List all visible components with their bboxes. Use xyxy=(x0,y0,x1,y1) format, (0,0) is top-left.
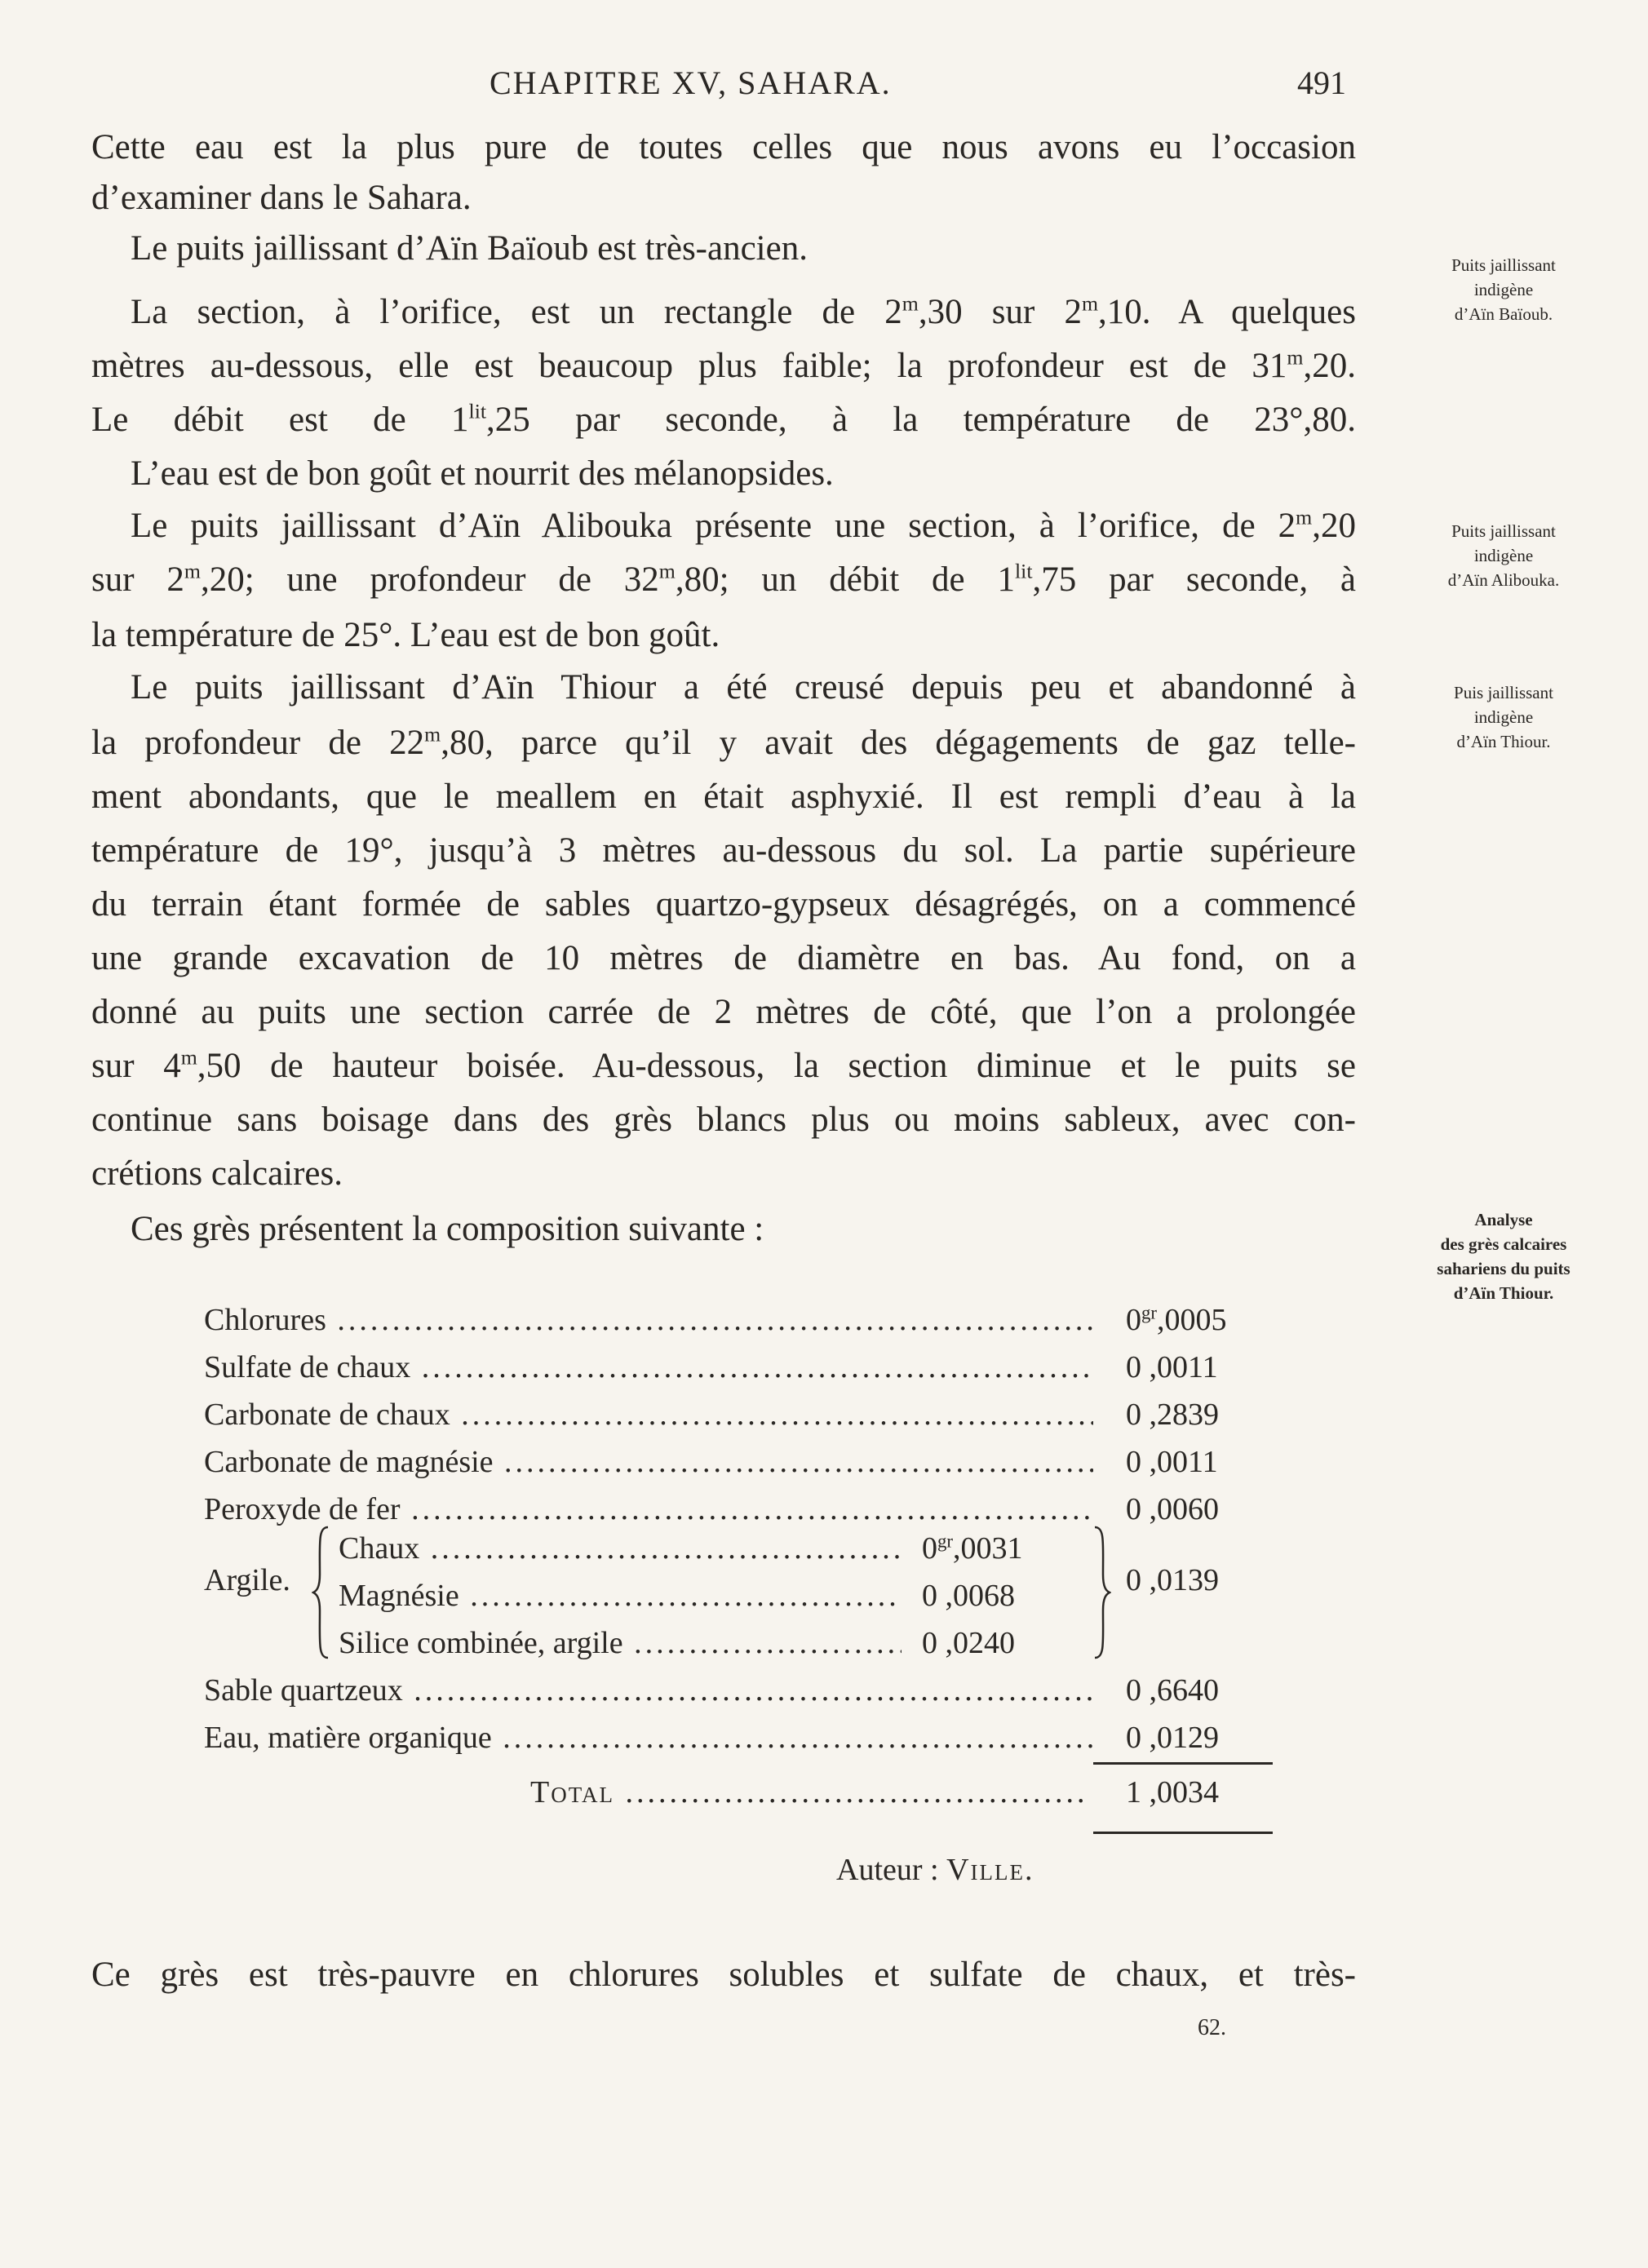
row-value xyxy=(922,1571,1085,1620)
margin-note-line: d’Aïn Thiour. xyxy=(1456,732,1551,751)
unit-superscript: m xyxy=(902,291,919,316)
total-value: 1 ,0034 xyxy=(1126,1775,1219,1810)
unit-superscript: lit xyxy=(468,399,487,423)
value-text: 0 xyxy=(922,1531,937,1566)
value-text: ,0031 xyxy=(953,1531,1023,1566)
body-line xyxy=(91,555,1356,605)
running-header: CHAPITRE XV, SAHARA. xyxy=(490,64,892,101)
sum-rule xyxy=(1093,1762,1273,1765)
text-run: la température de 25°. L’eau est de bon goût. xyxy=(91,616,720,654)
row-label: Carbonate de magnésie ..... xyxy=(204,1437,1093,1486)
body-line xyxy=(131,662,1356,713)
value-text: 0 ,2839 xyxy=(1126,1398,1219,1432)
text-run: du terrain étant formée de sables quartzo-gypseux désagrégés, on a commencé xyxy=(91,885,1356,924)
value-text: ,0005 xyxy=(1157,1303,1227,1337)
text-run: une grande excavation de 10 mètres de diamètre en bas. Au fond, on a xyxy=(91,939,1356,977)
margin-note-line: indigène xyxy=(1473,280,1534,299)
text-run: continue sans boisage dans des grès blancs plus ou moins sableux, avec con- xyxy=(91,1101,1356,1139)
row-label: Eau, matière organique ..... xyxy=(204,1713,1093,1762)
text-run: ,20 xyxy=(1312,507,1356,545)
text-run: Le puits jaillissant d’Aïn Alibouka présente une section, à l’orifice, de 2 xyxy=(131,507,1296,545)
text-run: ,10. A quelques xyxy=(1098,293,1356,331)
author-line xyxy=(836,1852,1034,1888)
body-line xyxy=(91,395,1356,445)
body-line xyxy=(131,287,1356,338)
total-label: Total ..... xyxy=(530,1774,1085,1810)
text-run: température de 19°, jusqu’à 3 mètres au-dessous du sol. La partie supérieure xyxy=(91,831,1356,870)
left-brace xyxy=(312,1526,330,1660)
body-line xyxy=(131,501,1356,551)
row-value xyxy=(922,1619,1085,1668)
text-run: ,25 par seconde, à la température de 23°,80. xyxy=(486,401,1356,439)
margin-note-line: Analyse xyxy=(1474,1210,1533,1229)
body-line xyxy=(91,772,1356,822)
text-run: donné au puits une section carrée de 2 mètres de côté, que l’on a prolongée xyxy=(91,993,1356,1031)
row-value xyxy=(1126,1437,1289,1486)
row-label: Sulfate de chaux ..... xyxy=(204,1343,1093,1392)
unit-superscript: m xyxy=(184,559,201,583)
text-run: ,75 par seconde, à xyxy=(1032,560,1357,599)
text-run: ,50 de hauteur boisée. Au-dessous, la section diminue et le puits se xyxy=(197,1047,1356,1085)
margin-note-line: d’Aïn Baïoub. xyxy=(1454,304,1553,324)
row-label: Silice combinée, argile ..... xyxy=(339,1619,902,1668)
row-label: Magnésie ..... xyxy=(339,1571,902,1620)
signature-mark: 62. xyxy=(1198,2015,1226,2040)
argile-label: Argile. xyxy=(204,1563,290,1597)
text-run: mètres au-dessous, elle est beaucoup plus faible; la profondeur est de 31 xyxy=(91,347,1287,385)
margin-note xyxy=(1410,1207,1597,1305)
margin-note-line: Puits jaillissant xyxy=(1451,255,1556,275)
body-line xyxy=(91,718,1356,769)
margin-note xyxy=(1410,253,1597,326)
margin-note-line: d’Aïn Thiour. xyxy=(1453,1283,1554,1303)
value-text: 0 ,0068 xyxy=(922,1579,1015,1613)
text-run: Le puits jaillissant d’Aïn Thiour a été creusé depuis peu et abandonné à xyxy=(131,668,1356,707)
text-run: L’eau est de bon goût et nourrit des mélanopsides. xyxy=(131,454,834,493)
value-text: 0 ,0011 xyxy=(1126,1445,1218,1479)
text-run: Le débit est de 1 xyxy=(91,401,469,439)
margin-note-line: Puis jaillissant xyxy=(1454,683,1553,702)
text-run: ,30 sur 2 xyxy=(918,293,1082,331)
text-run: crétions calcaires. xyxy=(91,1154,343,1193)
unit-superscript: m xyxy=(658,559,676,583)
margin-note-line: indigène xyxy=(1473,707,1534,727)
text-run: ,20. xyxy=(1303,347,1356,385)
right-brace xyxy=(1093,1526,1111,1660)
body-line xyxy=(91,341,1356,392)
value-text: 0 xyxy=(1126,1303,1141,1337)
margin-note-line: sahariens du puits xyxy=(1437,1259,1570,1278)
row-value xyxy=(1126,1666,1289,1715)
unit-superscript: m xyxy=(1081,291,1099,316)
value-text: 0 ,6640 xyxy=(1126,1673,1219,1708)
margin-note-line: indigène xyxy=(1473,546,1534,565)
text-run: ,80, parce qu’il y avait des dégagements de gaz telle- xyxy=(441,724,1356,762)
margin-note-line: d’Aïn Alibouka. xyxy=(1447,570,1560,590)
value-text: 0 ,0240 xyxy=(922,1626,1015,1660)
text-run: ,80; un débit de 1 xyxy=(675,560,1015,599)
row-label: Chaux ..... xyxy=(339,1524,902,1573)
body-line xyxy=(91,122,1356,173)
total-rule xyxy=(1093,1832,1273,1834)
text-run: ment abondants, que le meallem en était asphyxié. Il est rempli d’eau à la xyxy=(91,777,1356,816)
text-run: Ces grès présentent la composition suivante : xyxy=(131,1210,764,1248)
row-label: Sable quartzeux ..... xyxy=(204,1666,1093,1715)
margin-note xyxy=(1410,680,1597,754)
text-run: ,20; une profondeur de 32 xyxy=(200,560,659,599)
unit-superscript: lit xyxy=(1014,559,1033,583)
body-line xyxy=(91,610,1356,661)
unit-superscript: gr xyxy=(1141,1302,1157,1323)
row-value xyxy=(1126,1343,1289,1392)
table-row xyxy=(204,1713,1219,1777)
unit-superscript: gr xyxy=(937,1530,953,1552)
body-line xyxy=(91,826,1356,876)
row-value xyxy=(922,1524,1085,1573)
body-line xyxy=(131,1204,1356,1255)
unit-superscript: m xyxy=(1287,345,1304,370)
author-name: Ville. xyxy=(946,1853,1034,1887)
value-text: 0 ,0060 xyxy=(1126,1492,1219,1526)
row-value xyxy=(1126,1296,1289,1344)
unit-superscript: m xyxy=(1296,505,1313,529)
text-run: La section, à l’orifice, est un rectangle de 2 xyxy=(131,293,902,331)
body-line xyxy=(91,1041,1356,1092)
total-row xyxy=(530,1774,1219,1818)
page-number: 491 xyxy=(1297,64,1346,101)
body-line xyxy=(131,449,1356,499)
body-line xyxy=(91,933,1356,984)
unit-superscript: m xyxy=(424,722,441,746)
body-line xyxy=(91,1149,1356,1199)
row-value xyxy=(1126,1485,1289,1534)
row-value xyxy=(1126,1713,1289,1762)
margin-note-line: Puits jaillissant xyxy=(1451,521,1556,541)
unit-superscript: m xyxy=(180,1045,197,1070)
text-run: Le puits jaillissant d’Aïn Baïoub est très-ancien. xyxy=(131,229,808,268)
final-line: Ce grès est très-pauvre en chlorures solubles et sulfate de chaux, et très- xyxy=(91,1956,1356,1994)
row-label: Peroxyde de fer ..... xyxy=(204,1485,1093,1534)
body-line xyxy=(91,987,1356,1038)
text-run: d’examiner dans le Sahara. xyxy=(91,179,472,217)
argile-total: 0 ,0139 xyxy=(1126,1563,1219,1597)
text-run: la profondeur de 22 xyxy=(91,724,425,762)
row-label: Chlorures ..... xyxy=(204,1296,1093,1344)
text-run: Cette eau est la plus pure de toutes celles que nous avons eu l’occasion xyxy=(91,128,1356,166)
value-text: 0 ,0129 xyxy=(1126,1721,1219,1755)
body-line xyxy=(91,879,1356,930)
row-value xyxy=(1126,1390,1289,1439)
margin-note xyxy=(1410,519,1597,592)
author-prefix: Auteur : xyxy=(836,1853,947,1887)
text-run: sur 4 xyxy=(91,1047,181,1085)
body-line xyxy=(91,173,1356,224)
margin-note-line: des grès calcaires xyxy=(1440,1234,1567,1254)
value-text: 0 ,0011 xyxy=(1126,1350,1218,1384)
body-line xyxy=(91,1095,1356,1145)
text-run: sur 2 xyxy=(91,560,184,599)
body-line xyxy=(131,224,1356,274)
row-label: Carbonate de chaux ..... xyxy=(204,1390,1093,1439)
